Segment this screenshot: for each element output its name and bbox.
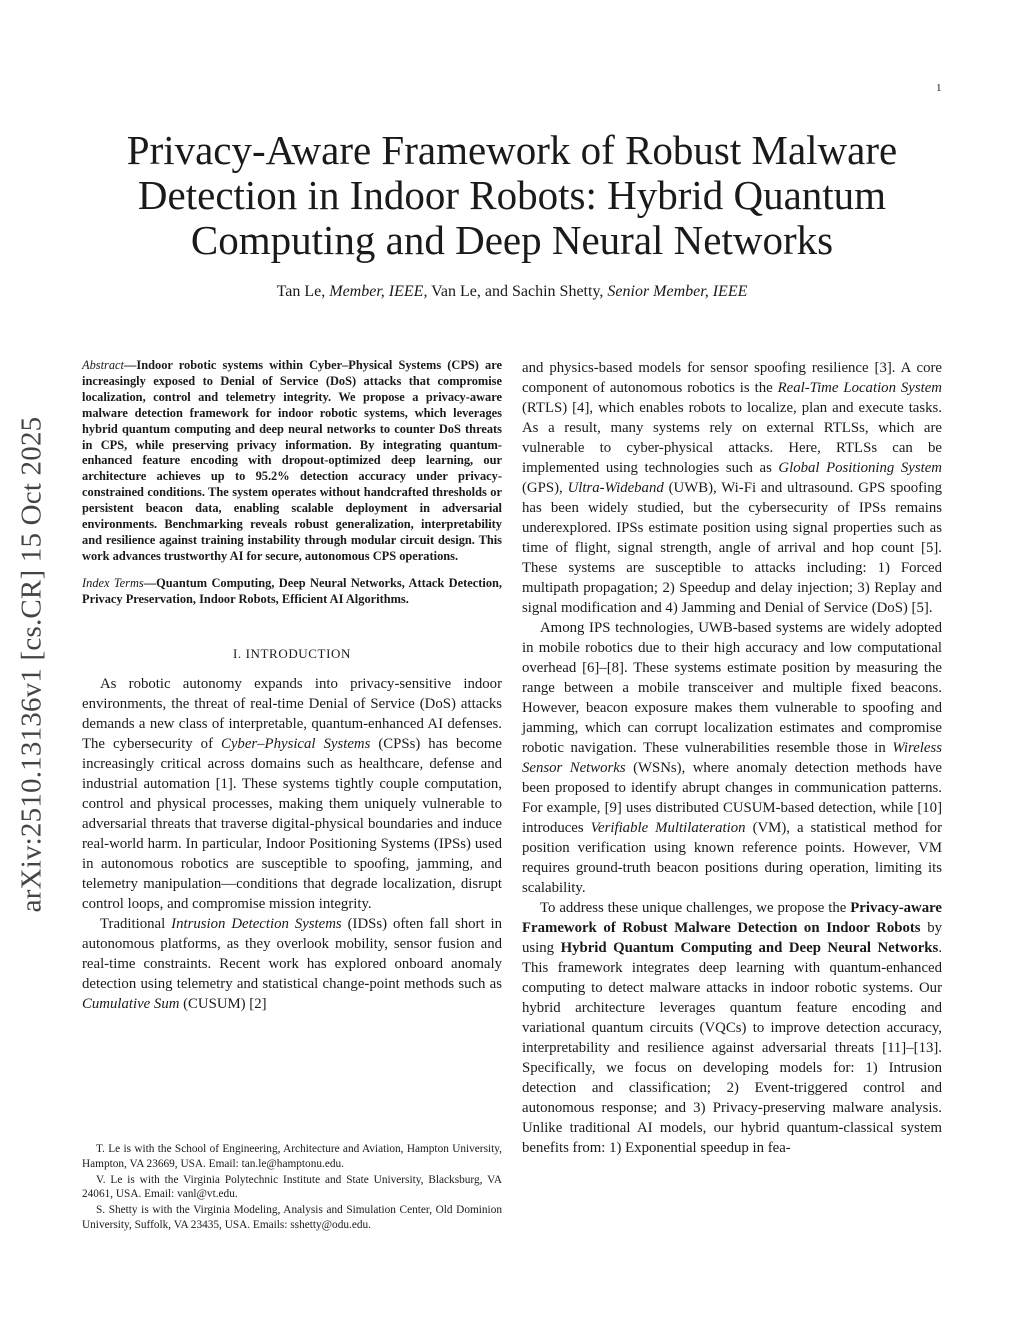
left-column [82, 358, 502, 1014]
author-line [80, 283, 944, 301]
index-terms [82, 576, 502, 608]
emphasis-term: Intrusion Detection Systems [171, 915, 342, 932]
section-heading-introduction: I. INTRODUCTION [232, 645, 352, 661]
text-span: Among IPS technologies, UWB-based systems are widely adopted in mobile robotics due to their high accuracy and low computational overhead [6]–[8]. These systems estimate position by measuring the range between a mobile transceiver and multiple fixed beacons. However, beacon exposure makes them vulnerable to spoofing and jamming, which can corrupt localization estimates and compromise robotic navigation. These vulnerabilities resemble those in [522, 620, 942, 756]
bold-term: Privacy-aware Framework of Robust Malware Detection on Indoor Robots [522, 900, 942, 936]
abstract-text: —Indoor robotic systems within Cyber–Physical Systems (CPS) are increasingly exposed to Denial of Service (DoS) attacks that compromise localization, control and telemetry integrity. We propose a privacy-aware malware detection framework for indoor robotic systems, which leverages hybrid quantum computing and deep neural networks to counter DoS threats in CPS, while preserving privacy information. By integrating quantum-enhanced feature encoding with dropout-optimized deep learning, our architecture achieves up to 95.2% detection accuracy under privacy-constrained conditions. The system operates without handcrafted thresholds or persistent beacon data, enabling scalable deployment in adversarial environments. Benchmarking reveals robust generalization, interpretability and resilience against training instability through modular circuit design. This work advances trustworthy AI for secure, autonomous CPS operations. [82, 358, 502, 563]
emphasis-term: Cumulative Sum [82, 995, 180, 1012]
index-terms-text: —Quantum Computing, Deep Neural Networks, Attack Detection, Privacy Preservation, Indoor Robots, Efficient AI Algorithms. [82, 575, 503, 606]
emphasis-term: Real-Time Location System [777, 380, 942, 396]
text-span: Traditional [100, 915, 172, 932]
footnote: T. Le is with the School of Engineering, Architecture and Aviation, Hampton University, Hampton, VA 23669, USA. Email: tan.le@hamptonu.edu. [82, 1143, 502, 1170]
title-block [80, 128, 944, 301]
index-terms-label: Index Terms [82, 575, 144, 590]
intro-paragraph-5 [522, 898, 942, 1158]
arxiv-identifier-stamp [12, 372, 52, 956]
intro-paragraph-3 [522, 358, 942, 618]
text-span: (WSNs), where anomaly detection methods have been proposed to identify abrupt changes in communication patterns. For example, [9] uses distributed CUSUM-based detection, while [10] introduces [522, 760, 942, 836]
intro-paragraph-1 [82, 674, 502, 914]
emphasis-term: Verifiable Multilateration [590, 820, 746, 836]
text-span: and physics-based models for sensor spoofing resilience [3]. A core component of autonomous robotics is the [522, 360, 942, 396]
intro-paragraph-4 [522, 618, 942, 898]
text-span: (RTLS) [4], which enables robots to localize, plan and execute tasks. As a result, many systems rely on external RTLSs, which are vulnerable to cyber-physical attacks. Here, RTLSs can be implemented using technologies such as [522, 400, 942, 476]
page-number: 1 [936, 82, 942, 94]
abstract [82, 358, 502, 565]
text-span: (CUSUM) [2] [179, 995, 267, 1012]
right-column [522, 358, 942, 1158]
emphasis-term: Ultra-Wideband [567, 480, 664, 496]
emphasis-term: Wireless Sensor Networks [522, 740, 942, 776]
text-span: (UWB), Wi-Fi and ultrasound. GPS spoofing has been widely studied, but the cybersecurity of IPSs remains underexplored. IPSs estimate position using signal properties such as time of flight, signal strength, angle of arrival and hop count [5]. These systems are susceptible to attacks including: 1) Forced multipath propagation; 2) Speedup and delay injection; 3) Replay and signal modification and 4) Jamming and Denial of Service (DoS) [5]. [522, 480, 942, 616]
text-span: To address these unique challenges, we propose the [540, 900, 851, 916]
text-span: (IDSs) often fall short in autonomous platforms, as they overlook mobility, sensor fusion and real-time constraints. Recent work has explored onboard anomaly detection using telemetry and statistical change-point methods such as [82, 915, 502, 992]
emphasis-term: Cyber–Physical Systems [221, 735, 371, 752]
author-sachin-shetty-membership: Senior Member, IEEE [607, 283, 748, 300]
text-span: (GPS), [522, 480, 568, 496]
author-tan-le-membership: Member, IEEE, [329, 283, 428, 300]
author-van-le-sachin-shetty: Van Le, and Sachin Shetty, [427, 283, 608, 300]
footnote: V. Le is with the Virginia Polytechnic Institute and State University, Blacksburg, VA 24061, USA. Email: vanl@vt.edu. [82, 1173, 502, 1201]
author-tan-le: Tan Le, [276, 283, 330, 300]
text-span: (VM), a statistical method for position verification using known reference points. However, VM requires ground-truth beacon positions during operation, limiting its scalability. [522, 820, 943, 896]
emphasis-term: Global Positioning System [778, 460, 942, 476]
arxiv-identifier-text: arXiv:2510.13136v1 [cs.CR] 15 Oct 2025 [15, 416, 48, 912]
text-span: (CPSs) has become increasingly critical across domains such as healthcare, defense and industrial automation [1]. These systems tightly couple computation, control and physical processes, making them uniquely vulnerable to adversarial threats that traverse digital-physical boundaries and induce real-world harm. In particular, Indoor Positioning Systems (IPSs) used in autonomous robotics are susceptible to spoofing, jamming, and telemetry manipulation—conditions that degrade localization, disrupt control loops, and compromise mission integrity. [82, 735, 502, 912]
bold-term: Hybrid Quantum Computing and Deep Neural Networks [560, 940, 939, 956]
text-span: by using [522, 920, 942, 956]
intro-paragraph-2 [82, 914, 502, 1014]
paper-title: Privacy-Aware Framework of Robust Malware Detection in Indoor Robots: Hybrid Quantum Computing and Deep Neural Networks [126, 127, 898, 263]
footnote: S. Shetty is with the Virginia Modeling, Analysis and Simulation Center, Old Dominion University, Suffolk, VA 23435, USA. Emails: sshetty@odu.edu. [82, 1204, 502, 1231]
text-span: As robotic autonomy expands into privacy-sensitive indoor environments, the threat of real-time Denial of Service (DoS) attacks demands a new class of interpretable, quantum-enhanced AI defenses. The cybersecurity of [82, 675, 502, 752]
author-footnotes [82, 1142, 502, 1234]
abstract-label: Abstract [82, 358, 124, 372]
text-span: . This framework integrates deep learning with quantum-enhanced computing to detect malware attacks in indoor robotic systems. Our hybrid architecture leverages quantum feature encoding and variational quantum circuits (VQCs) to improve detection accuracy, interpretability and resilience against adversarial threats [11]–[13]. Specifically, we focus on developing models for: 1) Intrusion detection and classification; 2) Event-triggered control and autonomous response; and 3) Privacy-preserving malware analysis. Unlike traditional AI models, our hybrid quantum-classical system benefits from: 1) Exponential speedup in fea- [522, 940, 943, 1156]
